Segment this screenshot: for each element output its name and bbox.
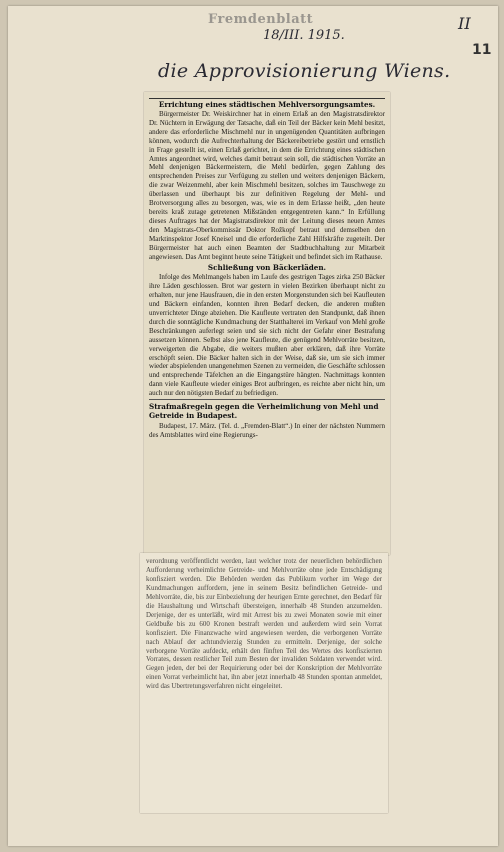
top-rule bbox=[149, 98, 385, 99]
handwritten-title: die Approvisionierung Wiens. bbox=[158, 60, 451, 82]
article2-title: Schließung von Bäckerläden. bbox=[207, 263, 327, 273]
article3-body: verordnung veröffentlicht werden, laut welcher trotz der neuerlichen behördlichen Aufforderung verheimlichte Getreide- und Mehlvorräte ohne jede Entschädigung konfisziert werden. Die Behörden werden das Publikum vorher im Wege der Kundmachungen auffordern, jene in seinem Besitz befindlichen Getreide- und Mehlvorräte, die, bis zur Einbeziehung der heurigen Ernte gerechnet, den Bedarf für die Haushaltung und Wirtschaft übersteigen, innerhalb 48 Stunden anzumelden. Derjenige, der es unterläßt, wird mit Arrest bis zu zwei Monaten sowie mit einer Geldbuße bis zu 600 Kronen bestraft werden und außerdem wird sein Vorrat konfisziert. Die Finanzwache wird angewiesen werden, die verborgenen Vorräte nach Ablauf der achtundvierzig Stunden zu ermitteln. Derjenige, der solche verborgene Vorräte aufdeckt, erhält den fünften Teil des Wertes des konfiszierten Vorrates, dessen restlicher Teil zum Besten der invaliden Soldaten verwendet wird. Gegen jeden, der bei der Requirierung oder bei der Konskription der Mehlvorräte einen Vorrat verheimlicht hat, ihn aber jetzt innerhalb 48 Stunden spontan anmeldet, wird das Ubertretungsverfahren nicht eingeleitet. bbox=[146, 557, 382, 691]
newspaper-clipping-upper bbox=[144, 92, 390, 555]
handwritten-date: 18/III. 1915. bbox=[263, 28, 345, 43]
article1-body: Bürgermeister Dr. Weiskirchner hat in einem Erlaß an den Magistratsdirektor Dr. Nüchtern in Erwägung der Tatsache, daß ein Teil der Bäcker kein Mehl besitzt, andere das erforderliche Mischmehl nur in ungenügenden Quantitäten aufbringen können, wodurch die Aufrechterhaltung der Bäckereibetriebe gestört und ernstlich in Frage gestellt ist, einen Erlaß gerichtet, in dem die Errichtung eines städtischen Amtes angeordnet wird, welches damit betraut sein soll, die städtischen Vorräte an Mehl denjenigen Bäckermeistern, die Mehl bedürfen, gegen Zahlung des entsprechenden Preises zur Verfügung zu stellen und weiters denjenigen Bäckern, die zwar Weizenmehl, aber kein Mischmehl besitzen, solches im Tauschwege zu überlassen und überhaupt bis zur definitiven Regelung der Mehl- und Brotversorgung alles zu besorgen, was, wie es in dem Erlasse heißt, „den heute bereits kraß zutage getretenen Mißständen entgegentreten kann.“ In Erfüllung dieses Auftrages hat der Magistratsdirektor mit der Leitung dieses neuen Amtes den Magistrats-Oberkommissär Doktor Rožkopf betraut und demselben den Marktinspektor Josef Kneisel und die erforderliche Zahl Hilfskräfte zugeteilt. Der Bürgermeister hat auch einen Beamten der Stadtbuchhaltung zur Mitarbeit angewiesen. Das Amt beginnt heute seine Tätigkeit und befindet sich im Rathause. bbox=[149, 110, 385, 261]
article2-body: Infolge des Mehlmangels haben im Laufe des gestrigen Tages zirka 250 Bäcker ihre Läden geschlossen. Brot war gestern in vielen Bezirken überhaupt nicht zu erhalten, nur jene Hausfrauen, die in den ersten Morgenstunden sich bei Kaufleuten und Bäckern einfanden, konnten ihren Bedarf decken, die anderen mußten unverrichteter Dinge abziehen. Die Kaufleute vertraten den Standpunkt, daß ihnen durch die sonntägliche Kundmachung der Statthalterei im Verkauf von Mehl große Beschränkungen auferlegt seien und sie sich nicht der Gefahr einer Bestrafung aussetzen können. Selbst also jene Kaufleute, die genügend Mehlvorräte besitzen, verweigerten die Abgabe, die weiters mußten aber erklären, daß ihre Vorräte erschöpft seien. Die Bäcker halten sich in der Weise, daß sie, um sie sich immer wieder abspielenden unangenehmen Szenen zu vermeiden, die Geschäfte schlossen und entsprechende Täfelchen an die Eingangstüre hängten. Nachmittags konnten dann viele Kaufleute wieder einiges Brot aufbringen, es reichte aber nicht hin, um auch nur den nötigsten Bedarf zu befriedigen. bbox=[149, 273, 385, 398]
article1-title: Errichtung eines städtischen Mehlversorgungsamtes. bbox=[158, 100, 376, 109]
roman-numeral-annotation: II bbox=[458, 14, 471, 33]
page-number: 11 bbox=[472, 42, 492, 58]
article3-title: Strafmaßregeln gegen die Verheimlichung von Mehl und Getreide in Budapest. bbox=[149, 402, 379, 421]
newspaper-clipping-lower bbox=[140, 553, 388, 813]
separator-rule bbox=[149, 399, 385, 400]
newspaper-stamp: Fremdenblatt bbox=[208, 12, 314, 27]
article3-lead: Budapest, 17. März. (Tel. d. „Fremden-Blatt“.) In einer der nächsten Nummern des Amtsblattes wird eine Regierungs- bbox=[149, 422, 385, 439]
